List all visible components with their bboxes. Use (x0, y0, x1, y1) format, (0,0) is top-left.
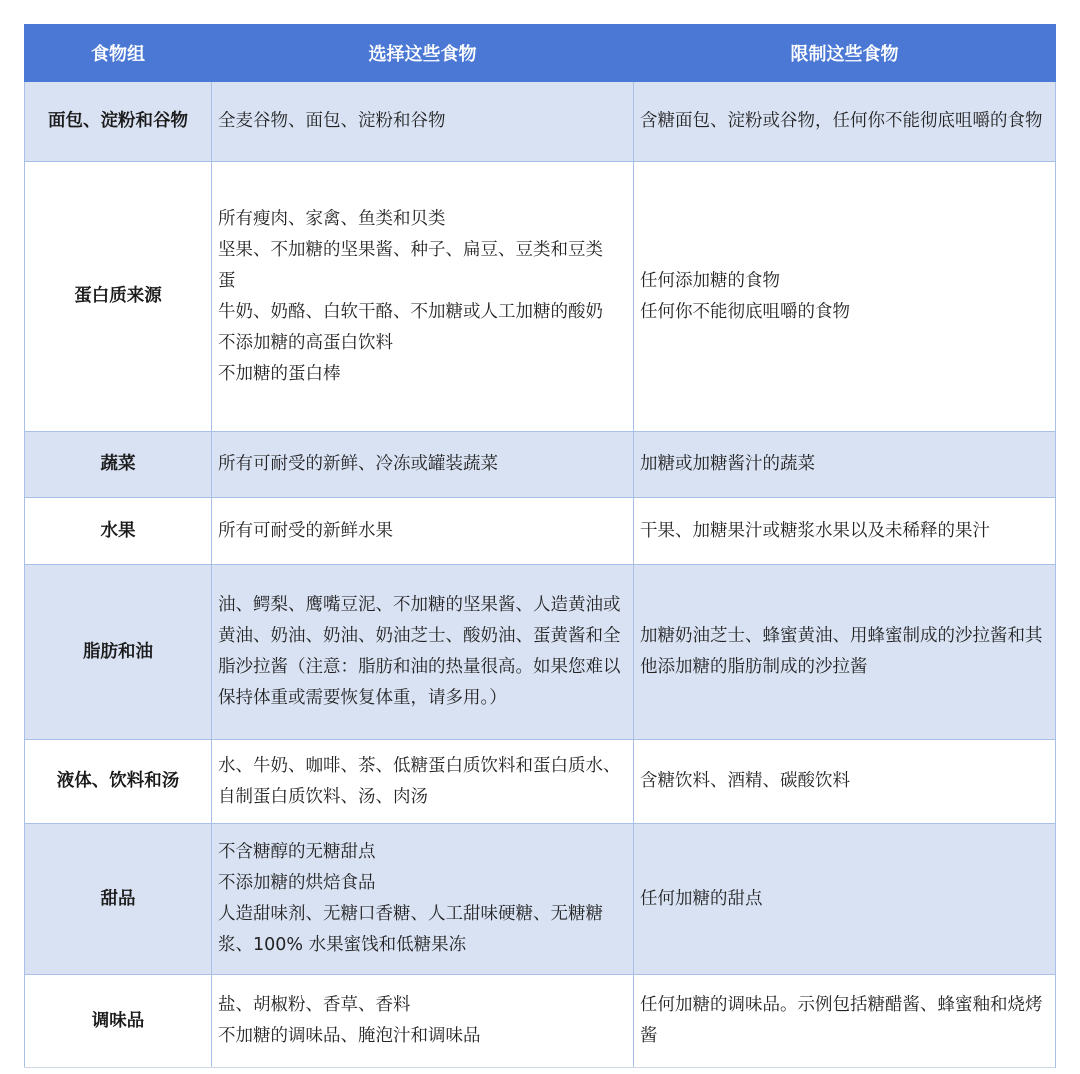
choose-cell (212, 498, 634, 565)
header-food-group: 食物组 (25, 25, 212, 82)
limit-cell (634, 432, 1056, 498)
choose-cell (212, 824, 634, 975)
choose-item: 人造甜味剂、无糖口香糖、人工甜味硬糖、无糖糖浆、100% 水果蜜饯和低糖果冻 (218, 904, 603, 955)
food-group-cell: 蔬菜 (25, 432, 212, 498)
food-group-cell: 脂肪和油 (25, 565, 212, 740)
limit-cell (634, 82, 1056, 162)
limit-item: 干果、加糖果汁或糖浆水果以及未稀释的果汁 (640, 520, 990, 541)
limit-item: 任何加糖的甜点 (640, 888, 763, 909)
choose-item: 不加糖的调味品、腌泡汁和调味品 (218, 1026, 481, 1046)
choose-item: 不加糖的蛋白棒 (218, 363, 341, 384)
choose-cell (212, 82, 634, 162)
limit-cell (634, 975, 1056, 1068)
table-row (25, 498, 1056, 565)
header-choose-foods: 选择这些食物 (212, 25, 634, 82)
table-row (25, 432, 1056, 498)
choose-item: 不添加糖的高蛋白饮料 (218, 332, 393, 353)
food-guide-table-container (24, 24, 1055, 1068)
table-row (25, 975, 1056, 1068)
choose-cell (212, 162, 634, 432)
choose-cell (212, 565, 634, 740)
limit-item: 含糖饮料、酒精、碳酸饮料 (640, 771, 850, 791)
choose-cell (212, 975, 634, 1068)
food-group-cell: 水果 (25, 498, 212, 565)
table-row (25, 162, 1056, 432)
choose-item: 坚果、不加糖的坚果酱、种子、扁豆、豆类和豆类 (218, 239, 603, 260)
limit-cell (634, 740, 1056, 824)
food-group-cell: 甜品 (25, 824, 212, 975)
header-limit-foods: 限制这些食物 (634, 25, 1056, 82)
table-row (25, 824, 1056, 975)
food-group-cell: 面包、淀粉和谷物 (25, 82, 212, 162)
limit-item: 任何你不能彻底咀嚼的食物 (640, 301, 850, 322)
choose-item: 水、牛奶、咖啡、茶、低糖蛋白质饮料和蛋白质水、自制蛋白质饮料、汤、肉汤 (218, 755, 621, 807)
choose-item: 所有可耐受的新鲜、冷冻或罐装蔬菜 (218, 454, 498, 474)
food-guide-table (24, 24, 1056, 1068)
limit-cell (634, 162, 1056, 432)
limit-item: 加糖奶油芝士、蜂蜜黄油、用蜂蜜制成的沙拉酱和其他添加糖的脂肪制成的沙拉酱 (640, 626, 1043, 677)
table-row (25, 740, 1056, 824)
choose-cell (212, 740, 634, 824)
choose-item: 不添加糖的烘焙食品 (218, 873, 376, 893)
choose-item: 蛋 (218, 270, 236, 291)
choose-item: 所有瘦肉、家禽、鱼类和贝类 (218, 208, 446, 229)
table-row (25, 565, 1056, 740)
limit-cell (634, 498, 1056, 565)
choose-item: 牛奶、奶酪、白软干酪、不加糖或人工加糖的酸奶 (218, 301, 603, 322)
limit-cell (634, 824, 1056, 975)
limit-item: 任何添加糖的食物 (640, 270, 780, 291)
choose-cell (212, 432, 634, 498)
limit-cell (634, 565, 1056, 740)
food-group-cell: 蛋白质来源 (25, 162, 212, 432)
choose-item: 油、鳄梨、鹰嘴豆泥、不加糖的坚果酱、人造黄油或黄油、奶油、奶油、奶油芝士、酸奶油、蛋黄酱和全脂沙拉酱（注意：脂肪和油的热量很高。如果您难以保持体重或需要恢复体重，请多用。） (218, 595, 621, 708)
choose-item: 不含糖醇的无糖甜点 (218, 842, 376, 862)
limit-item: 含糖面包、淀粉或谷物，任何你不能彻底咀嚼的食物 (640, 111, 1043, 131)
food-group-cell: 调味品 (25, 975, 212, 1068)
bottom-divider (24, 1067, 1055, 1068)
choose-item: 盐、胡椒粉、香草、香料 (218, 995, 411, 1015)
food-group-cell: 液体、饮料和汤 (25, 740, 212, 824)
choose-item: 全麦谷物、面包、淀粉和谷物 (218, 111, 446, 131)
limit-item: 任何加糖的调味品。示例包括糖醋酱、蜂蜜釉和烧烤酱 (640, 995, 1043, 1046)
choose-item: 所有可耐受的新鲜水果 (218, 520, 393, 541)
limit-item: 加糖或加糖酱汁的蔬菜 (640, 454, 815, 474)
table-row (25, 82, 1056, 162)
table-header-row (25, 25, 1056, 82)
